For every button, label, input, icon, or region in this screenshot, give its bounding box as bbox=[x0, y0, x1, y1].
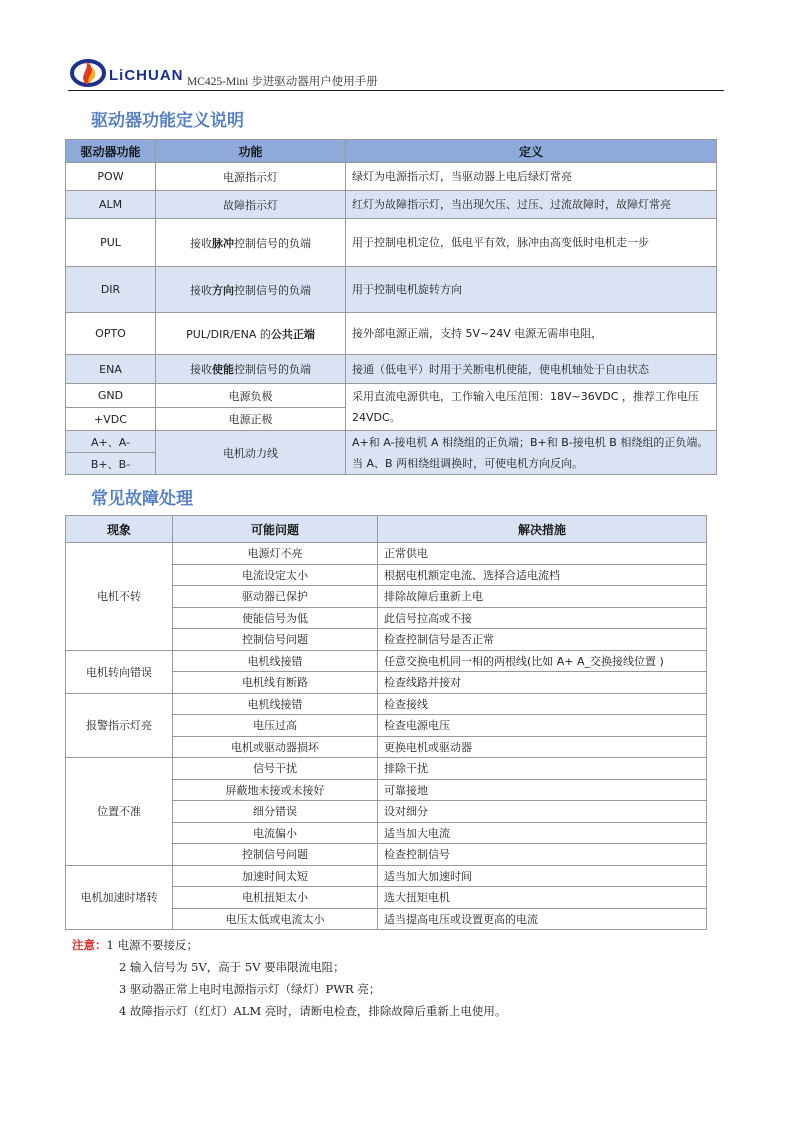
pin-name: DIR bbox=[66, 267, 156, 313]
possible-problem: 电流设定太小 bbox=[173, 564, 378, 586]
note-item: 2 输入信号为 5V，高于 5V 要串限流电阻； bbox=[119, 960, 345, 974]
solution: 检查控制信号 bbox=[378, 844, 707, 866]
possible-problem: 电压太低或电流太小 bbox=[173, 908, 378, 930]
section-title-troubleshooting: 常见故障处理 bbox=[91, 489, 193, 509]
table-row bbox=[66, 693, 707, 715]
pin-name: GND bbox=[66, 384, 156, 408]
note-item: 3 驱动器正常上电时电源指示灯（绿灯）PWR 亮； bbox=[119, 982, 381, 996]
pin-name: A+、A- bbox=[66, 431, 156, 453]
pin-definition: 接通（低电平）时用于关断电机使能，使电机轴处于自由状态 bbox=[346, 355, 717, 384]
solution: 适当提高电压或设置更高的电流 bbox=[378, 908, 707, 930]
solution: 可靠接地 bbox=[378, 779, 707, 801]
pin-name: +VDC bbox=[66, 408, 156, 431]
symptom: 电机不转 bbox=[66, 543, 173, 651]
pin-definition: 绿灯为电源指示灯，当驱动器上电后绿灯常亮 bbox=[346, 163, 717, 191]
function-text-part: 控制信号的负端 bbox=[234, 236, 311, 250]
table-row bbox=[66, 758, 707, 780]
function-text-part: 电机动力线 bbox=[223, 446, 278, 460]
table-row bbox=[66, 384, 717, 408]
pin-name: ENA bbox=[66, 355, 156, 384]
function-text-part: 使能 bbox=[212, 363, 234, 376]
pin-function bbox=[156, 219, 346, 267]
pin-function bbox=[156, 313, 346, 355]
pin-function bbox=[156, 408, 346, 431]
symptom: 电机加速时堵转 bbox=[66, 865, 173, 930]
notes-label: 注意： bbox=[72, 938, 107, 952]
possible-problem: 电机线有断路 bbox=[173, 672, 378, 694]
header-symptom: 现象 bbox=[66, 516, 173, 543]
pin-definition: 用于控制电机旋转方向 bbox=[346, 267, 717, 313]
function-text-part: PUL/DIR/ENA 的 bbox=[186, 327, 271, 341]
header-driver-function: 驱动器功能 bbox=[66, 140, 156, 163]
pin-definition: 采用直流电源供电，工作输入电压范围：18V~36VDC ，推荐工作电压 24VDC。 bbox=[346, 384, 717, 431]
possible-problem: 驱动器已保护 bbox=[173, 586, 378, 608]
possible-problem: 电机线接错 bbox=[173, 650, 378, 672]
possible-problem: 控制信号问题 bbox=[173, 844, 378, 866]
solution: 更换电机或驱动器 bbox=[378, 736, 707, 758]
function-text-part: 公共正端 bbox=[270, 327, 315, 341]
possible-problem: 细分错误 bbox=[173, 801, 378, 823]
logo-text: LiCHUAN bbox=[109, 67, 184, 84]
solution: 排除故障后重新上电 bbox=[378, 586, 707, 608]
table-row bbox=[66, 313, 717, 355]
solution: 此信号拉高或不接 bbox=[378, 607, 707, 629]
pin-name: B+、B- bbox=[66, 453, 156, 475]
function-text-part: 电源正极 bbox=[228, 413, 273, 426]
function-text-part: 控制信号的负端 bbox=[234, 363, 311, 376]
possible-problem: 控制信号问题 bbox=[173, 629, 378, 651]
possible-problem: 电机扭矩太小 bbox=[173, 887, 378, 909]
header-divider bbox=[68, 90, 724, 91]
header-solution: 解决措施 bbox=[378, 516, 707, 543]
possible-problem: 电源灯不亮 bbox=[173, 543, 378, 565]
pin-name: OPTO bbox=[66, 313, 156, 355]
possible-problem: 加速时间太短 bbox=[173, 865, 378, 887]
notes bbox=[72, 934, 506, 1022]
possible-problem: 电机线接错 bbox=[173, 693, 378, 715]
table-row bbox=[66, 163, 717, 191]
possible-problem: 电压过高 bbox=[173, 715, 378, 737]
header-possible-problem: 可能问题 bbox=[173, 516, 378, 543]
pin-function bbox=[156, 431, 346, 475]
pin-name: ALM bbox=[66, 191, 156, 219]
function-text-part: 控制信号的负端 bbox=[234, 283, 311, 297]
pin-function bbox=[156, 163, 346, 191]
solution: 排除干扰 bbox=[378, 758, 707, 780]
section-title-function-definition: 驱动器功能定义说明 bbox=[91, 111, 244, 131]
pin-definition: A+和 A-接电机 A 相绕组的正负端；B+和 B-接电机 B 相绕组的正负端。当 A、B 两相绕组调换时，可使电机方向反向。 bbox=[346, 431, 717, 475]
solution: 检查接线 bbox=[378, 693, 707, 715]
pin-function bbox=[156, 355, 346, 384]
symptom: 电机转向错误 bbox=[66, 650, 173, 693]
pin-definition: 红灯为故障指示灯，当出现欠压、过压、过流故障时，故障灯常亮 bbox=[346, 191, 717, 219]
table-row bbox=[66, 191, 717, 219]
pin-name: PUL bbox=[66, 219, 156, 267]
solution: 检查电源电压 bbox=[378, 715, 707, 737]
pin-function bbox=[156, 384, 346, 408]
possible-problem: 屏蔽地未接或未接好 bbox=[173, 779, 378, 801]
possible-problem: 使能信号为低 bbox=[173, 607, 378, 629]
solution: 正常供电 bbox=[378, 543, 707, 565]
pin-function bbox=[156, 191, 346, 219]
table-row bbox=[66, 650, 707, 672]
pin-definition: 接外部电源正端，支持 5V~24V 电源无需串电阻， bbox=[346, 313, 717, 355]
symptom: 报警指示灯亮 bbox=[66, 693, 173, 758]
function-text-part: 脉冲 bbox=[212, 236, 234, 250]
header-function: 功能 bbox=[156, 140, 346, 163]
possible-problem: 电机或驱动器损坏 bbox=[173, 736, 378, 758]
function-text-part: 电源负极 bbox=[228, 389, 273, 403]
note-item: 4 故障指示灯（红灯）ALM 亮时，请断电检查，排除故障后重新上电使用。 bbox=[119, 1004, 507, 1018]
function-text-part: 接收 bbox=[190, 236, 212, 250]
function-text-part: 接收 bbox=[190, 363, 212, 376]
pin-name: POW bbox=[66, 163, 156, 191]
table-row bbox=[66, 431, 717, 453]
pin-definition: 用于控制电机定位，低电平有效，脉冲由高变低时电机走一步 bbox=[346, 219, 717, 267]
function-text-part: 接收 bbox=[190, 283, 212, 297]
solution: 适当加大电流 bbox=[378, 822, 707, 844]
solution: 选大扭矩电机 bbox=[378, 887, 707, 909]
solution: 设对细分 bbox=[378, 801, 707, 823]
function-text-part: 电源指示灯 bbox=[223, 170, 278, 184]
function-text-part: 故障指示灯 bbox=[223, 198, 278, 212]
table-row bbox=[66, 865, 707, 887]
document-title: MC425-Mini 步进驱动器用户使用手册 bbox=[187, 76, 378, 88]
table-row bbox=[66, 267, 717, 313]
function-text-part: 方向 bbox=[212, 283, 234, 297]
pin-function bbox=[156, 267, 346, 313]
note-item: 1 电源不要接反； bbox=[106, 938, 198, 952]
solution: 检查线路并接对 bbox=[378, 672, 707, 694]
symptom: 位置不准 bbox=[66, 758, 173, 866]
table-row bbox=[66, 543, 707, 565]
solution: 根据电机额定电流、选择合适电流档 bbox=[378, 564, 707, 586]
troubleshooting-table bbox=[65, 515, 707, 930]
possible-problem: 信号干扰 bbox=[173, 758, 378, 780]
table-row bbox=[66, 355, 717, 384]
solution: 适当加大加速时间 bbox=[378, 865, 707, 887]
solution: 任意交换电机同一相的两根线(比如 A+ A_交换接线位置 ) bbox=[378, 650, 707, 672]
header-definition: 定义 bbox=[346, 140, 717, 163]
table-row bbox=[66, 219, 717, 267]
function-definition-table bbox=[65, 139, 717, 475]
solution: 检查控制信号是否正常 bbox=[378, 629, 707, 651]
possible-problem: 电流偏小 bbox=[173, 822, 378, 844]
